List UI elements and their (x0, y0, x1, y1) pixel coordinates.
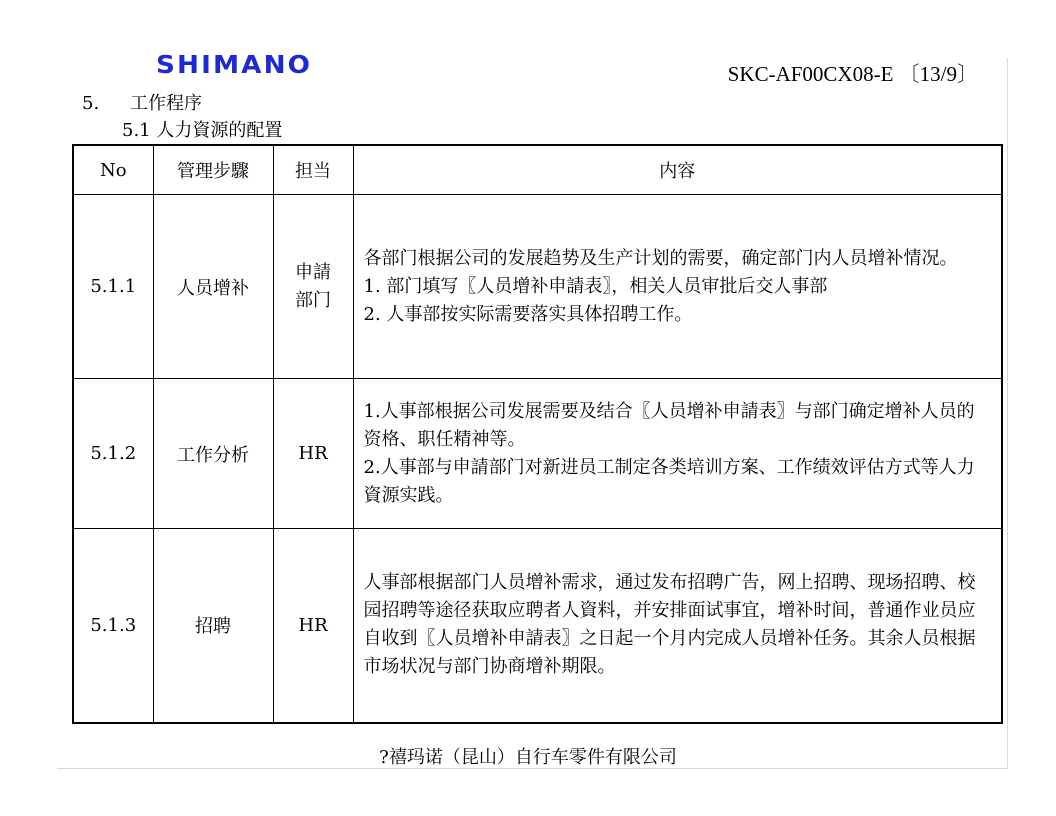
row-content (353, 529, 1002, 723)
content-line: 1. 部门填写〖人员增补申請表〗，相关人员审批后交人事部 (363, 275, 828, 297)
table-row (73, 195, 1002, 379)
row-no: 5.1.3 (73, 529, 153, 723)
row-owner: HR (273, 379, 353, 529)
row-no: 5.1.1 (73, 195, 153, 379)
content-line: 1.人事部根据公司发展需要及结合〖人员增补申請表〗与部门确定增补人员的资格、职任精神等。 (363, 400, 975, 450)
header-no: No (73, 145, 153, 195)
row-step: 工作分析 (153, 379, 273, 529)
content-line: 各部门根据公司的发展趋势及生产计划的需要，确定部门内人员增补情况。 (363, 247, 958, 269)
row-owner (273, 195, 353, 379)
table-row (73, 529, 1002, 723)
row-owner: HR (273, 529, 353, 723)
table-header-row (73, 145, 1002, 195)
row-step: 人员增补 (153, 195, 273, 379)
procedure-table (72, 144, 1003, 724)
content-line: 2. 人事部按实际需要落实具体招聘工作。 (363, 303, 693, 325)
owner-text: 申請部门 (295, 261, 331, 311)
header-step: 管理步驟 (153, 145, 273, 195)
section-number: 5. (82, 93, 100, 114)
table-row (73, 379, 1002, 529)
content-line: 2.人事部与申請部门对新进员工制定各类培训方案、工作绩效评估方式等人力資源实践。 (363, 456, 975, 506)
section-heading (82, 89, 202, 115)
header-owner: 担当 (273, 145, 353, 195)
row-step: 招聘 (153, 529, 273, 723)
content-line: 人事部根据部门人员增补需求，通过发布招聘广告，网上招聘、现场招聘、校园招聘等途径获取应聘者人資料，并安排面试事宜，增补时间，普通作业员应自收到〖人员增补申請表〗之日起一个月内完成人员增补任务。其余人员根据市场状况与部门协商增补期限。 (363, 572, 976, 678)
subsection-heading: 5.1 人力資源的配置 (122, 120, 283, 141)
row-no: 5.1.2 (73, 379, 153, 529)
row-content (353, 195, 1002, 379)
row-content (353, 379, 1002, 529)
header-content: 内容 (353, 145, 1002, 195)
shimano-logo: SHIMANO (156, 50, 313, 79)
footer-company: ?禧玛诺（昆山）自行车零件有限公司 (379, 747, 677, 768)
section-title: 工作程序 (130, 93, 202, 114)
document-code: SKC-AF00CX08-E 〔13/9〕 (727, 62, 978, 86)
